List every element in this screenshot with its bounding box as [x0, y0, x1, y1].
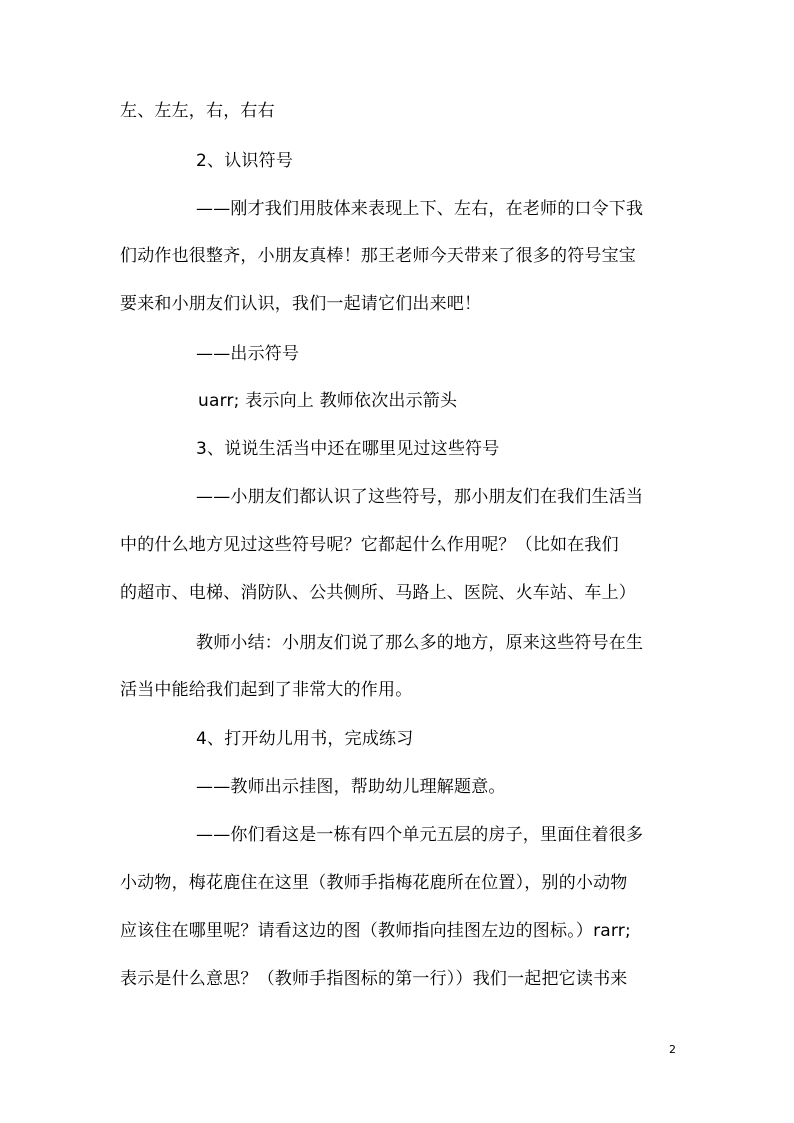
paragraph-line-9: ——小朋友们都认识了这些符号，那小朋友们在我们生活当 — [196, 487, 644, 507]
section-heading-2: 2、认识符号 — [196, 151, 294, 171]
paragraph-line-6: ——出示符号 — [196, 344, 300, 364]
paragraph-line-15: ——教师出示挂图，帮助幼儿理解题意。 — [196, 777, 506, 797]
paragraph-line-12: 教师小结：小朋友们说了那么多的地方，原来这些符号在生 — [196, 633, 644, 653]
page-number: 2 — [669, 1043, 676, 1056]
paragraph-line-17: 小动物，梅花鹿住在这里（教师手指梅花鹿所在位置），别的小动物 — [120, 873, 628, 893]
paragraph-line-19: 表示是什么意思？（教师手指图标的第一行））我们一起把它读书来 — [120, 969, 628, 989]
paragraph-line-16: ——你们看这是一栋有四个单元五层的房子，里面住着很多 — [196, 825, 644, 845]
paragraph-line-13: 活当中能给我们起到了非常大的作用。 — [120, 680, 413, 700]
section-heading-3: 3、说说生活当中还在哪里见过这些符号 — [196, 439, 500, 459]
paragraph-line-7: uarr; 表示向上 教师依次出示箭头 — [198, 391, 458, 411]
paragraph-line-18: 应该住在哪里呢？请看这边的图（教师指向挂图左边的图标。）rarr; — [120, 921, 631, 941]
paragraph-line-10: 中的什么地方见过这些符号呢？它都起什么作用呢？（比如在我们 — [120, 535, 619, 555]
section-heading-4: 4、打开幼儿用书，完成练习 — [196, 729, 414, 749]
paragraph-line-11: 的超市、电梯、消防队、公共侧所、马路上、医院、火车站、车上） — [120, 583, 636, 603]
paragraph-line-3: ——刚才我们用肢体来表现上下、左右，在老师的口令下我 — [196, 199, 644, 219]
text-line-1: 左、左左，右，右右 — [120, 101, 275, 121]
paragraph-line-5: 要来和小朋友们认识，我们一起请它们出来吧！ — [120, 294, 482, 314]
paragraph-line-4: 们动作也很整齐，小朋友真棒！那王老师今天带来了很多的符号宝宝 — [120, 246, 636, 266]
